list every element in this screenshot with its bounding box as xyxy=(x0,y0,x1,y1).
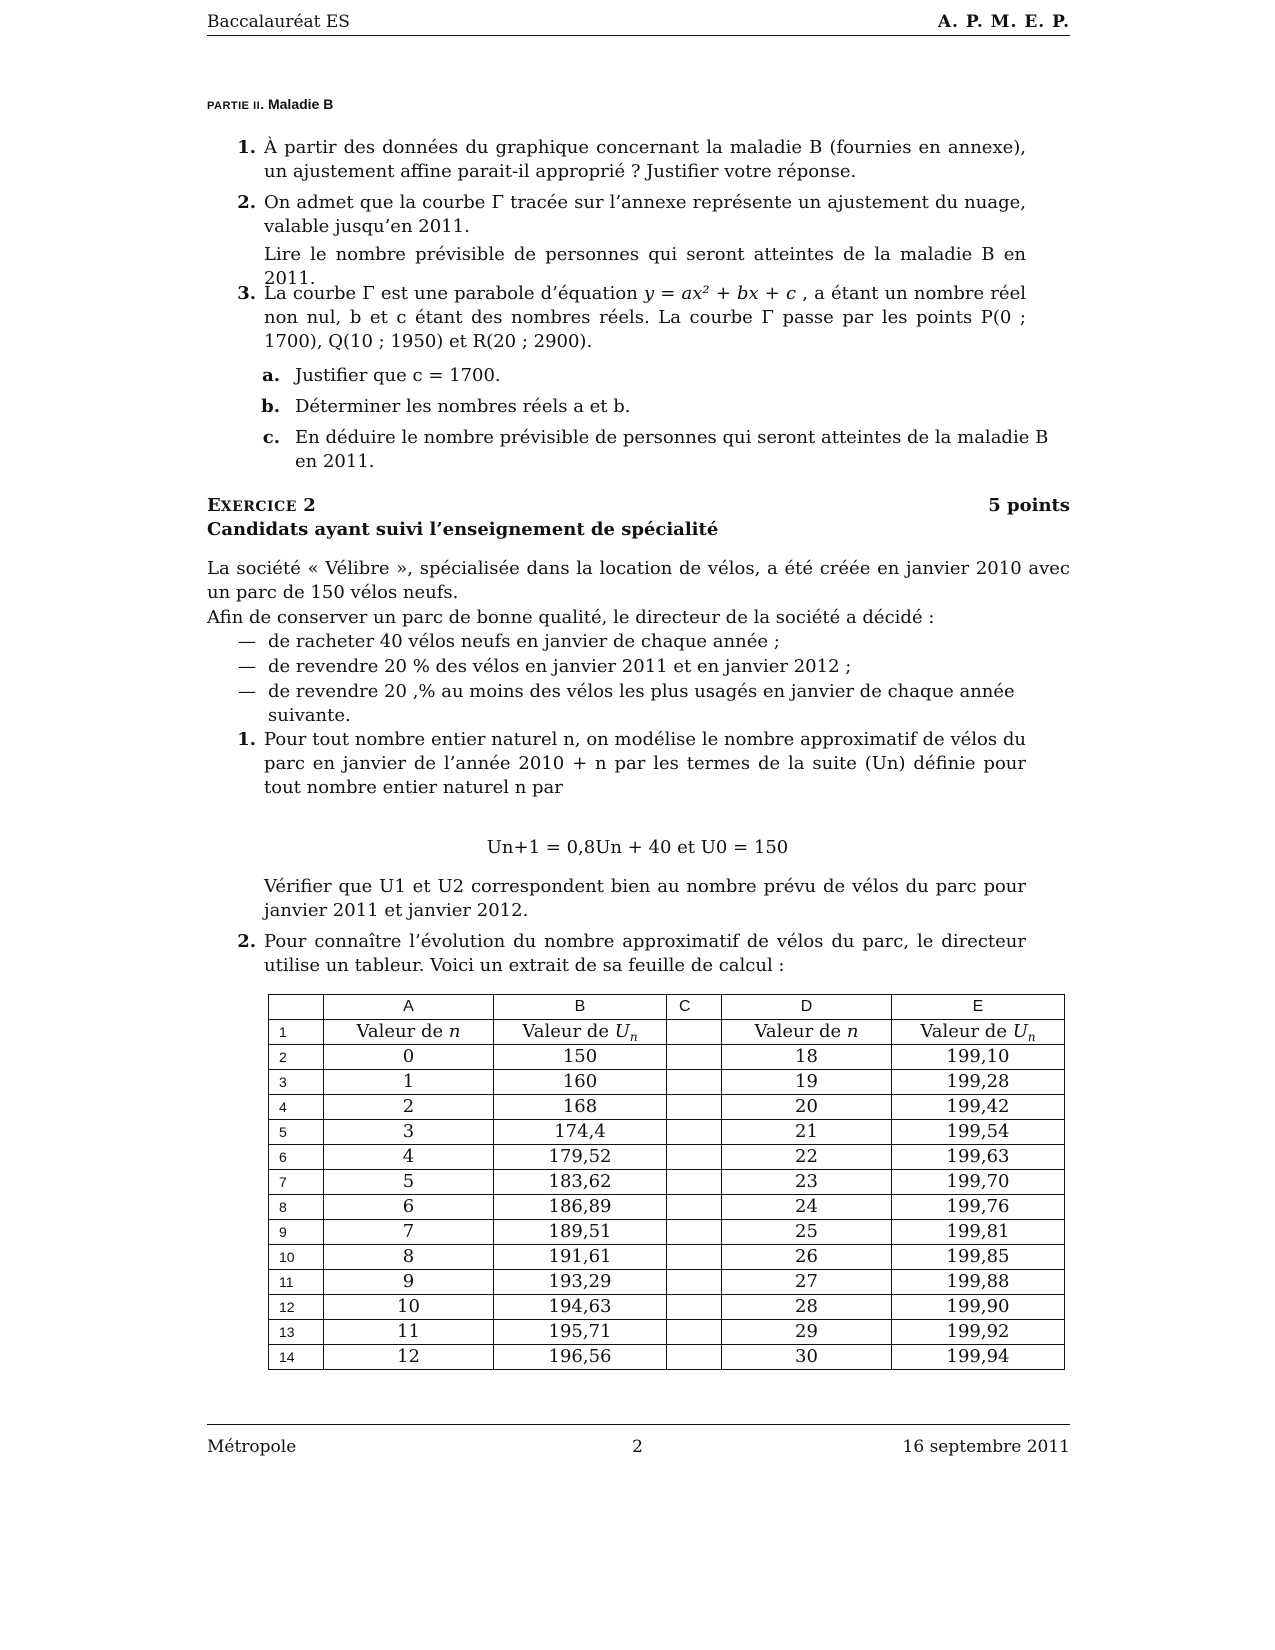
cell-a: 11 xyxy=(324,1320,494,1345)
cell-d: 21 xyxy=(722,1120,892,1145)
cell-c xyxy=(667,1120,722,1145)
row-number: 1 xyxy=(269,1020,324,1045)
q3-number: 3. xyxy=(237,283,256,304)
table-row xyxy=(269,1170,1065,1195)
cell-b: 195,71 xyxy=(494,1320,667,1345)
cell-c xyxy=(667,1145,722,1170)
table-row xyxy=(269,1095,1065,1120)
cell-e: 199,76 xyxy=(892,1195,1065,1220)
cell-e: 199,70 xyxy=(892,1170,1065,1195)
page-number: 2 xyxy=(632,1437,643,1457)
cell-a: 3 xyxy=(324,1120,494,1145)
cell-e: 199,94 xyxy=(892,1345,1065,1370)
spreadsheet-table xyxy=(268,994,1065,1370)
footer-right: 16 septembre 2011 xyxy=(902,1437,1070,1457)
q1-number: 1. xyxy=(237,137,256,158)
row-number: 10 xyxy=(269,1245,324,1270)
row-number: 7 xyxy=(269,1170,324,1195)
exercise-intro-2: Afin de conserver un parc de bonne qualité, le directeur de la société a décidé : xyxy=(207,607,935,628)
exercise-intro: La société « Vélibre », spécialisée dans la location de vélos, a été créée en janvier 2010 avec un parc de 150 vélos neufs. xyxy=(207,558,1070,603)
cell-d: 23 xyxy=(722,1170,892,1195)
column-header: E xyxy=(892,995,1065,1020)
q3c-text: En déduire le nombre prévisible de personnes qui seront atteintes de la maladie B en 2011. xyxy=(295,427,1049,472)
header-right: A. P. M. E. P. xyxy=(937,12,1070,32)
cell-c xyxy=(667,1095,722,1120)
q3b-label: b. xyxy=(261,396,280,417)
cell-a: 7 xyxy=(324,1220,494,1245)
q2-text-2: Lire le nombre prévisible de personnes qui seront atteintes de la maladie B en 2011. xyxy=(264,244,1026,289)
row-number: 4 xyxy=(269,1095,324,1120)
cell-a: 2 xyxy=(324,1095,494,1120)
cell-d: 19 xyxy=(722,1070,892,1095)
cell-e: 199,10 xyxy=(892,1045,1065,1070)
bullet-item: de racheter 40 vélos neufs en janvier de chaque année ; xyxy=(268,631,780,652)
exercise-subtitle: Candidats ayant suivi l’enseignement de spécialité xyxy=(207,519,719,540)
row-number: 9 xyxy=(269,1220,324,1245)
q3a-text: Justifier que c = 1700. xyxy=(295,365,501,386)
spreadsheet-body xyxy=(269,995,1065,1370)
cell-a: 4 xyxy=(324,1145,494,1170)
row-number: 2 xyxy=(269,1045,324,1070)
table-row xyxy=(269,1295,1065,1320)
table-row xyxy=(269,1120,1065,1145)
exercise-title-initial: E xyxy=(207,495,221,516)
cell: Valeur de $U_n$ xyxy=(494,1020,667,1045)
cell-b: 183,62 xyxy=(494,1170,667,1195)
cell-a: 6 xyxy=(324,1195,494,1220)
q3-equation: y = ax² + bx + c xyxy=(643,283,797,304)
table-row xyxy=(269,1320,1065,1345)
row-number: 12 xyxy=(269,1295,324,1320)
column-header: C xyxy=(667,995,722,1020)
cell-c xyxy=(667,1320,722,1345)
table-row xyxy=(269,1070,1065,1095)
cell-b: 150 xyxy=(494,1045,667,1070)
cell-d: 20 xyxy=(722,1095,892,1120)
column-header: A xyxy=(324,995,494,1020)
q3-text-b: , a étant un nombre réel non nul, b et c étant des nombres réels. La courbe Γ passe par les points P(0 ; 1700), Q(10 ; 1950) et R(20 ; 2900). xyxy=(264,283,1026,352)
cell-a: 8 xyxy=(324,1245,494,1270)
cell-c xyxy=(667,1195,722,1220)
cell-d: 26 xyxy=(722,1245,892,1270)
cell-a: 1 xyxy=(324,1070,494,1095)
ex-q1-number: 1. xyxy=(237,729,256,750)
ex-q2-text: Pour connaître l’évolution du nombre approximatif de vélos du parc, le directeur utilise un tableur. Voici un extrait de sa feuille de calcul : xyxy=(264,931,1026,976)
table-row xyxy=(269,1220,1065,1245)
ex-q1-verify: Vérifier que U1 et U2 correspondent bien au nombre prévu de vélos du parc pour janvier 2011 et janvier 2012. xyxy=(264,876,1026,921)
q3-text-a: La courbe Γ est une parabole d’équation xyxy=(264,283,644,304)
cell-c xyxy=(667,1170,722,1195)
cell-c xyxy=(667,1295,722,1320)
cell-b: 168 xyxy=(494,1095,667,1120)
table-row xyxy=(269,1020,1065,1045)
cell-c xyxy=(667,1070,722,1095)
cell-b: 191,61 xyxy=(494,1245,667,1270)
cell-a: 10 xyxy=(324,1295,494,1320)
header-rule xyxy=(207,35,1070,36)
cell-e: 199,90 xyxy=(892,1295,1065,1320)
cell-a: 5 xyxy=(324,1170,494,1195)
table-row xyxy=(269,1195,1065,1220)
cell-d: 24 xyxy=(722,1195,892,1220)
exercise-title xyxy=(207,494,316,519)
exercise-points: 5 points xyxy=(988,495,1070,516)
header-left: Baccalauréat ES xyxy=(207,12,350,32)
ex-q2-number: 2. xyxy=(237,931,256,952)
table-row xyxy=(269,1270,1065,1295)
row-number: 3 xyxy=(269,1070,324,1095)
cell-e: 199,92 xyxy=(892,1320,1065,1345)
table-row xyxy=(269,1045,1065,1070)
cell-e: 199,81 xyxy=(892,1220,1065,1245)
exercise-title-rest: XERCICE xyxy=(220,499,297,515)
q3a-label: a. xyxy=(262,365,280,386)
cell-c xyxy=(667,1270,722,1295)
cell-d: 28 xyxy=(722,1295,892,1320)
row-number: 5 xyxy=(269,1120,324,1145)
recurrence-formula: Un+1 = 0,8Un + 40 et U0 = 150 xyxy=(486,837,789,858)
q3-text xyxy=(264,282,1026,354)
cell-d: 25 xyxy=(722,1220,892,1245)
cell-d: 27 xyxy=(722,1270,892,1295)
cell-b: 193,29 xyxy=(494,1270,667,1295)
cell-e: 199,54 xyxy=(892,1120,1065,1145)
column-header: B xyxy=(494,995,667,1020)
bullet-dash: — xyxy=(238,631,256,652)
cell-d: 29 xyxy=(722,1320,892,1345)
footer-left: Métropole xyxy=(207,1437,297,1457)
partie-prefix: PARTIE II xyxy=(207,100,261,112)
bullet-dash: — xyxy=(238,656,256,677)
row-number: 14 xyxy=(269,1345,324,1370)
q2-text: On admet que la courbe Γ tracée sur l’annexe représente un ajustement du nuage, valable jusqu’en 2011. xyxy=(264,192,1026,237)
cell xyxy=(667,1020,722,1045)
row-number: 6 xyxy=(269,1145,324,1170)
cell-d: 18 xyxy=(722,1045,892,1070)
table-row xyxy=(269,1245,1065,1270)
corner-cell xyxy=(269,995,324,1020)
partie-title: . Maladie B xyxy=(260,96,334,112)
cell-c xyxy=(667,1245,722,1270)
row-number: 11 xyxy=(269,1270,324,1295)
partie-heading xyxy=(207,92,333,118)
cell-e: 199,42 xyxy=(892,1095,1065,1120)
cell-b: 174,4 xyxy=(494,1120,667,1145)
bullet-item: de revendre 20 ,% au moins des vélos les plus usagés en janvier de chaque année suivante. xyxy=(268,681,1015,726)
footer-rule xyxy=(207,1424,1070,1425)
cell-e: 199,63 xyxy=(892,1145,1065,1170)
cell-b: 189,51 xyxy=(494,1220,667,1245)
ex-q1-text: Pour tout nombre entier naturel n, on modélise le nombre approximatif de vélos du parc en janvier de l’année 2010 + n par les termes de la suite (Un) définie pour tout nombre entier naturel n par xyxy=(264,729,1026,798)
exercise-number: 2 xyxy=(303,495,316,516)
cell-a: 9 xyxy=(324,1270,494,1295)
q2-number: 2. xyxy=(237,192,256,213)
cell: Valeur de n xyxy=(722,1020,892,1045)
cell: Valeur de $U_n$ xyxy=(892,1020,1065,1045)
cell-b: 186,89 xyxy=(494,1195,667,1220)
cell-b: 194,63 xyxy=(494,1295,667,1320)
cell-a: 12 xyxy=(324,1345,494,1370)
cell-b: 196,56 xyxy=(494,1345,667,1370)
cell-a: 0 xyxy=(324,1045,494,1070)
bullet-item: de revendre 20 % des vélos en janvier 2011 et en janvier 2012 ; xyxy=(268,656,852,677)
cell-e: 199,28 xyxy=(892,1070,1065,1095)
column-header-row xyxy=(269,995,1065,1020)
q3c-label: c. xyxy=(262,427,280,448)
cell-e: 199,88 xyxy=(892,1270,1065,1295)
table-row xyxy=(269,1145,1065,1170)
cell: Valeur de n xyxy=(324,1020,494,1045)
cell-c xyxy=(667,1345,722,1370)
table-row xyxy=(269,1345,1065,1370)
row-number: 8 xyxy=(269,1195,324,1220)
column-header: D xyxy=(722,995,892,1020)
cell-b: 160 xyxy=(494,1070,667,1095)
cell-d: 22 xyxy=(722,1145,892,1170)
cell-d: 30 xyxy=(722,1345,892,1370)
bullet-dash: — xyxy=(238,681,256,702)
q3b-text: Déterminer les nombres réels a et b. xyxy=(295,396,631,417)
cell-c xyxy=(667,1220,722,1245)
cell-e: 199,85 xyxy=(892,1245,1065,1270)
cell-b: 179,52 xyxy=(494,1145,667,1170)
cell-c xyxy=(667,1045,722,1070)
q1-text: À partir des données du graphique concernant la maladie B (fournies en annexe), un ajustement affine parait-il approprié ? Justifier votre réponse. xyxy=(264,137,1026,182)
row-number: 13 xyxy=(269,1320,324,1345)
